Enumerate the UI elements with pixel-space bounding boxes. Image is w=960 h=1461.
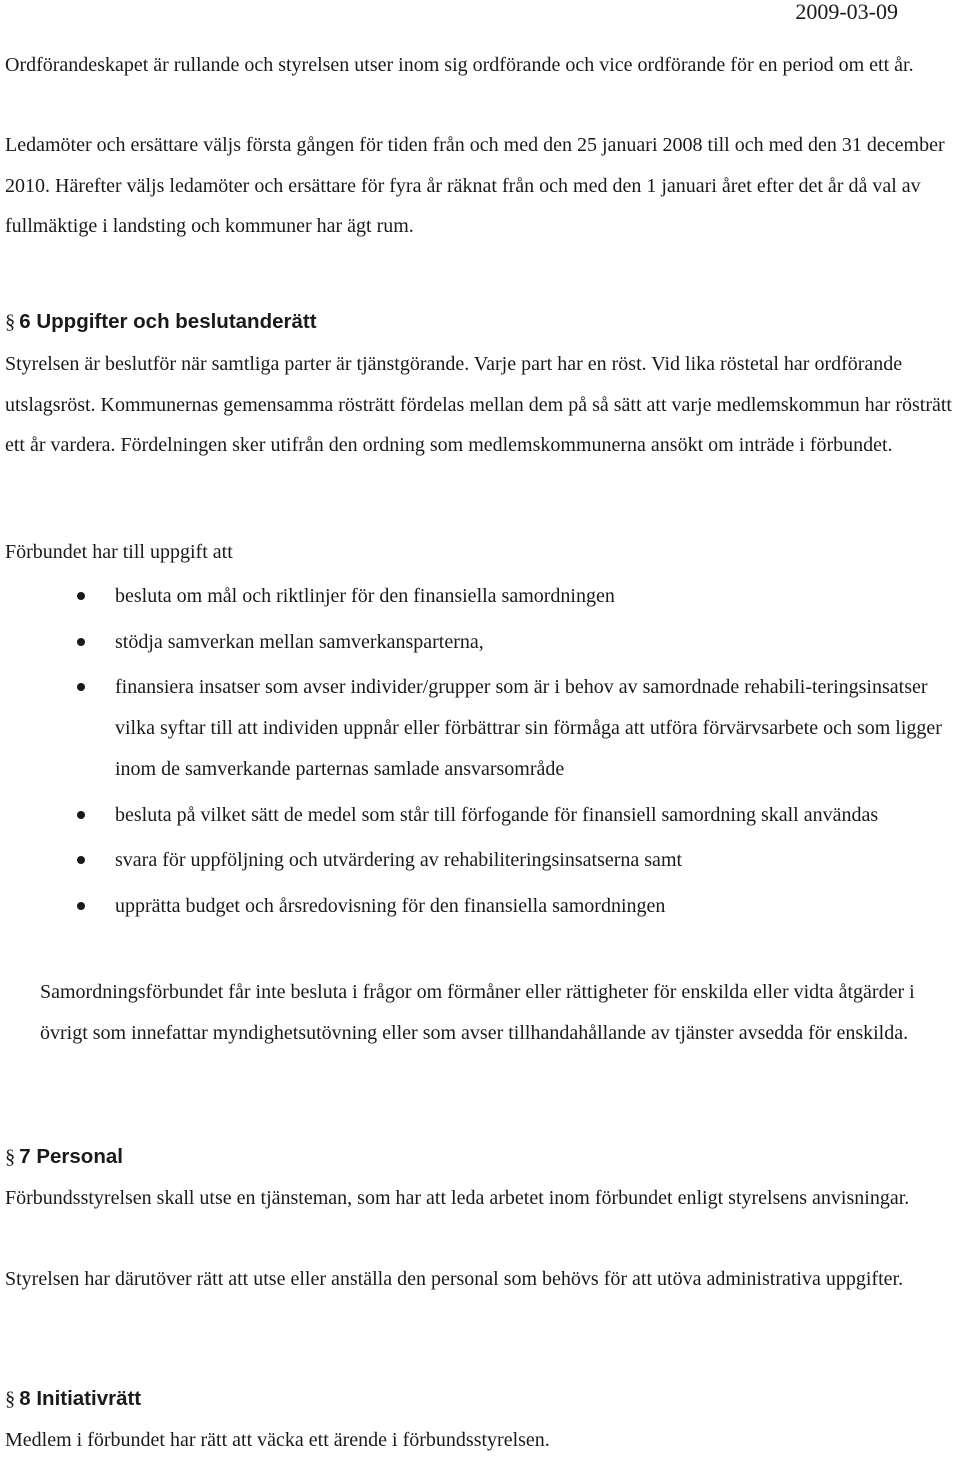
bullet-icon xyxy=(77,902,85,910)
bullet-icon xyxy=(77,683,85,691)
list-item: upprätta budget och årsredovisning för den finansiella samordningen xyxy=(0,886,952,927)
bullet-icon xyxy=(77,856,85,864)
section-7-paragraph-2: Styrelsen har därutöver rätt att utse eller anställa den personal som behövs för att utöva administrativa uppgifter. xyxy=(5,1268,904,1290)
section-8-paragraph: Medlem i förbundet har rätt att väcka ett ärende i förbundsstyrelsen. xyxy=(5,1429,550,1451)
section-7-paragraph-1: Förbundsstyrelsen skall utse en tjänsteman, som har att leda arbetet inom förbundet enligt styrelsens anvisningar. xyxy=(5,1187,910,1209)
intro-paragraph-chairmanship: Ordförandeskapet är rullande och styrelsen utser inom sig ordförande och vice ordförande för en period om ett år. xyxy=(5,54,914,76)
section-8-heading xyxy=(5,1384,141,1414)
section-mark: § xyxy=(5,1146,16,1168)
bullet-icon xyxy=(77,638,85,646)
intro-paragraph-members: Ledamöter och ersättare väljs första gången för tiden från och med den 25 januari 2008 till och med den 31 december 2010. Härefter väljs ledamöter och ersättare för fyra år räknat från och med den 1 januari året efter det år då val av fullmäktige i landsting och kommuner har ägt rum. xyxy=(5,134,945,238)
section-mark: § xyxy=(5,311,16,333)
bullet-icon xyxy=(77,592,85,600)
list-item: besluta om mål och riktlinjer för den finansiella samordningen xyxy=(0,576,952,617)
section-8-title: 8 Initiativrätt xyxy=(19,1387,142,1410)
document-date: 2009-03-09 xyxy=(795,0,898,24)
list-item: stödja samverkan mellan samverkansparterna, xyxy=(0,622,952,663)
section-6-heading xyxy=(5,307,317,337)
bullet-icon xyxy=(77,811,85,819)
section-7-title: 7 Personal xyxy=(19,1145,123,1168)
section-6-closing: Samordningsförbundet får inte besluta i frågor om förmåner eller rättigheter för enskilda eller vidta åtgärder i övrigt som innefattar myndighetsutövning eller som avser tillhandahållande av tjänster avsedda för enskilda. xyxy=(40,981,915,1044)
task-list xyxy=(0,576,952,932)
section-7-heading xyxy=(5,1142,123,1172)
section-6-title: 6 Uppgifter och beslutanderätt xyxy=(19,310,317,333)
section-mark: § xyxy=(5,1388,16,1410)
list-item: svara för uppföljning och utvärdering av rehabiliteringsinsatserna samt xyxy=(0,840,952,881)
section-6-body: Styrelsen är beslutför när samtliga parter är tjänstgörande. Varje part har en röst. Vid lika röstetal har ordförande utslagsröst. Kommunernas gemensamma rösträtt fördelas mellan dem på så sätt att varje medlemskommun har rösträtt ett år vardera. Fördelningen sker utifrån den ordning som medlemskommunerna ansökt om inträde i förbundet. xyxy=(5,353,952,457)
list-item: finansiera insatser som avser individer/grupper som är i behov av samordnade rehabili-teringsinsatser vilka syftar till att individen uppnår eller förbättrar sin förmåga att utföra förvärvsarbete och som ligger inom de samverkande parternas samlade ansvarsområde xyxy=(0,667,952,789)
list-item: besluta på vilket sätt de medel som står till förfogande för finansiell samordning skall användas xyxy=(0,795,952,836)
section-6-lead: Förbundet har till uppgift att xyxy=(5,541,233,563)
